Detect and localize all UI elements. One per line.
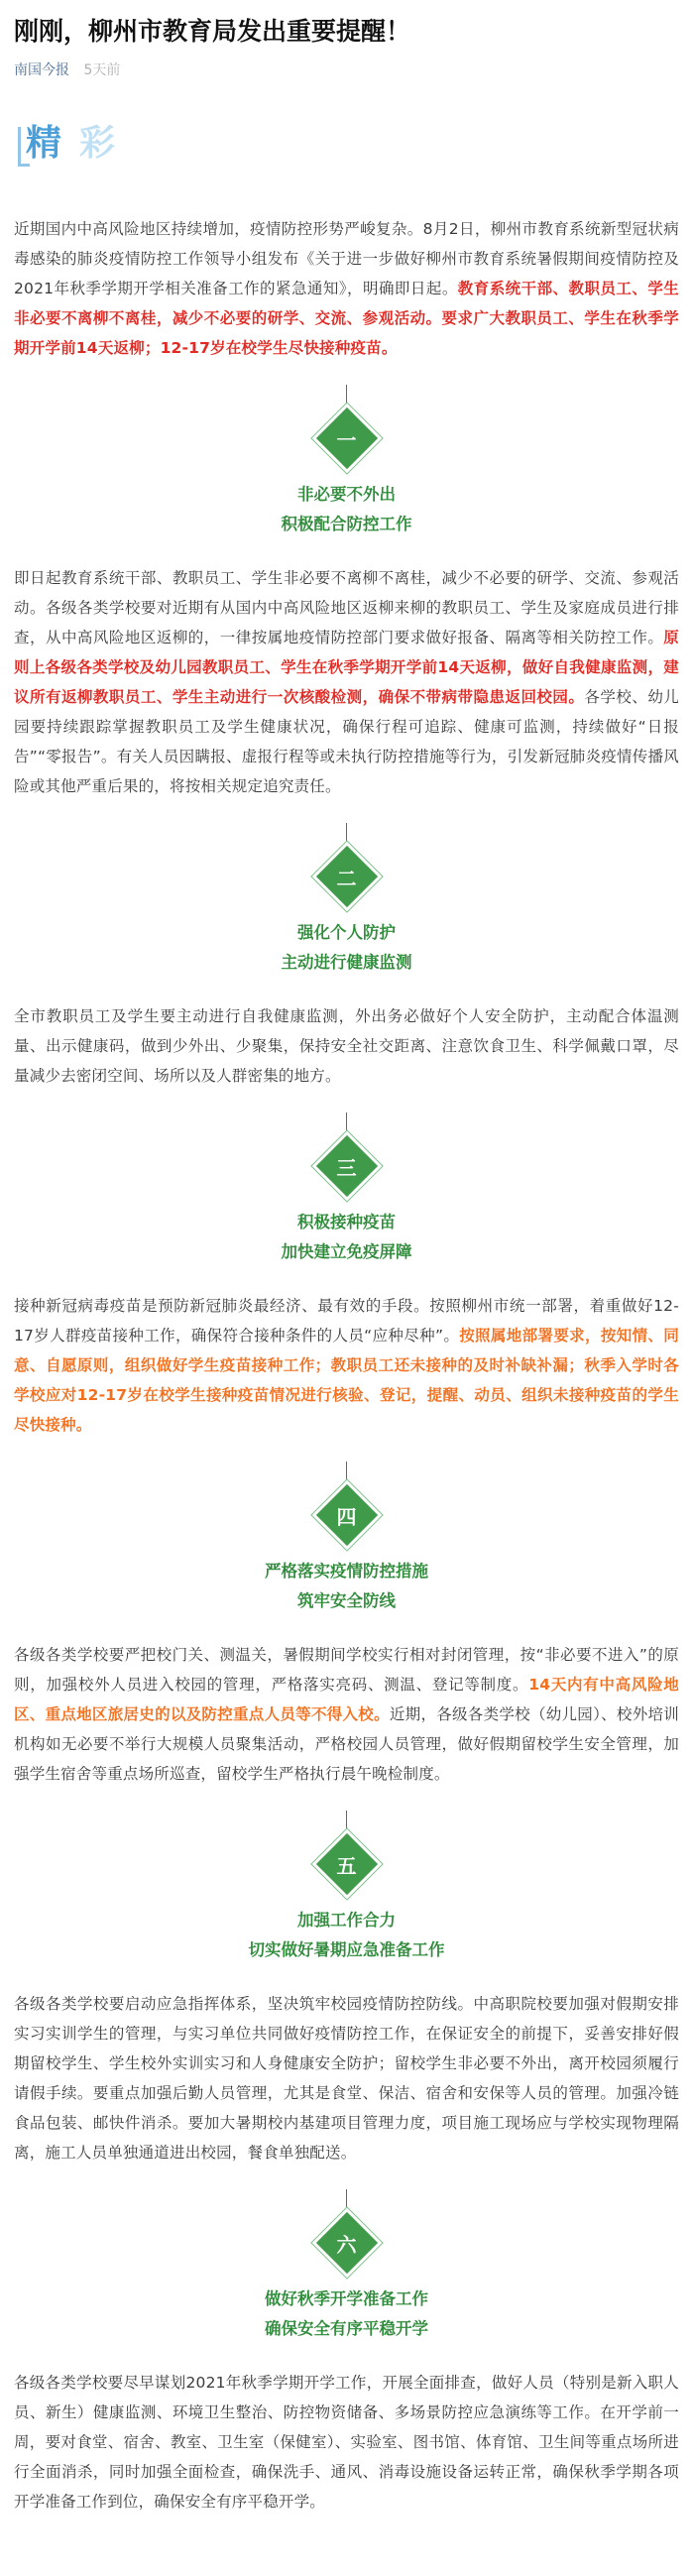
section-number: 二 xyxy=(336,866,357,890)
section-number-badge xyxy=(315,407,379,470)
section-text-after: 各学校、幼儿园要持续跟踪掌握教职员工及学生健康状况，确保行程可追踪、健康可监测，持续做好“日报告”“零报告”。有关人员因瞒报、虚报行程等或未执行防控措施等行为，引发新冠肺炎疫情传播风险或其他严重后果的，将按相关规定追究责任。 xyxy=(14,688,680,795)
section-number-badge xyxy=(315,1134,379,1198)
intro-highlight: 教育系统干部、教职员工、学生非必要不离柳不离桂，减少不必要的研学、交流、参观活动。要求广大教职员工、学生在秋季学期开学前14天返柳；12-17岁在校学生尽快接种疫苗。 xyxy=(14,280,679,357)
section-text: 各级各类学校要尽早谋划2021年秋季学期开学工作，开展全面排查，做好人员（特别是新入职人员、新生）健康监测、环境卫生整治、防控物资储备、多场景防控应急演练等工作。在开学前一周，要对食堂、宿舍、教室、卫生室（保健室）、实验室、图书馆、体育馆、卫生间等重点场所进行全面消杀，同时加强全面检查，确保洗手、通风、消毒设施设备运转正常，确保秋季学期各项开学准备工作到位，确保安全有序平稳开学。 xyxy=(14,2374,679,2511)
divider-line xyxy=(346,2189,347,2211)
section-title-line1: 严格落实疫情防控措施 xyxy=(265,1562,428,1581)
section-highlight: 14天内有中高风险地区、重点地区旅居史的以及防控重点人员等不得入校。 xyxy=(14,1676,679,1723)
article-meta xyxy=(0,50,693,79)
section-number: 四 xyxy=(336,1504,357,1529)
banner-char-jing: 精 xyxy=(26,122,62,164)
banner-char-cai: 彩 xyxy=(79,122,116,164)
intro-paragraph xyxy=(0,214,693,363)
section-highlight: 按照属地部署要求，按知情、同意、自愿原则，组织做好学生疫苗接种工作；教职员工还未接种的及时补缺补漏；秋季入学时各学校应对12-17岁在校学生接种疫苗情况进行核验、登记，提醒、动员、组织未接种疫苗的学生尽快接种。 xyxy=(14,1327,679,1434)
section-highlight: 原则上各级各类学校及幼儿园教职员工、学生在秋季学期开学前14天返柳，做好自我健康监测，建议所有返柳教职员工、学生主动进行一次核酸检测，确保不带病带隐患返回校园。 xyxy=(14,629,679,706)
section xyxy=(0,1112,693,1440)
section-number-badge xyxy=(315,2211,379,2275)
publish-time: 5天前 xyxy=(83,62,121,78)
section-title-line1: 强化个人防护 xyxy=(297,923,396,942)
section-paragraph xyxy=(0,2368,693,2517)
section-title-line1: 积极接种疫苗 xyxy=(297,1213,396,1231)
section-number-badge xyxy=(315,1832,379,1896)
section-number: 三 xyxy=(336,1155,357,1180)
section-heading xyxy=(0,2189,693,2344)
divider-line xyxy=(346,385,347,407)
section-title-line1: 加强工作合力 xyxy=(297,1911,396,1930)
section-paragraph xyxy=(0,1640,693,1789)
section-title-line1: 非必要不外出 xyxy=(297,485,396,504)
section xyxy=(0,385,693,801)
section-title-line2: 主动进行健康监测 xyxy=(281,953,412,972)
sections-container xyxy=(0,385,693,2517)
divider-line xyxy=(346,1112,347,1134)
section xyxy=(0,823,693,1091)
section-number-badge xyxy=(315,845,379,908)
section-number: 五 xyxy=(336,1853,357,1878)
section-text: 各级各类学校要启动应急指挥体系，坚决筑牢校园疫情防控防线。中高职院校要加强对假期安排实习实训学生的管理，与实习单位共同做好疫情防控工作，在保证安全的前提下，妥善安排好假期留校学生、学生校外实训实习和人身健康安全防护；留校学生非必要不外出，离开校园须履行请假手续。要重点加强后勤人员管理，尤其是食堂、保洁、宿舍和安保等人员的管理。加强冷链食品包装、邮快件消杀。要加大暑期校内基建项目管理力度，项目施工现场应与学校实现物理隔离，施工人员单独通道进出校园，餐食单独配送。 xyxy=(14,1995,679,2162)
section-text: 各级各类学校要严把校门关、测温关，暑假期间学校实行相对封闭管理，按“非必要不进入”的原则，加强校外人员进入校园的管理，严格落实亮码、测温、登记等制度。 xyxy=(14,1646,679,1694)
section-title-line2: 加快建立免疫屏障 xyxy=(281,1242,412,1261)
article-title: 刚刚，柳州市教育局发出重要提醒！ xyxy=(14,17,411,46)
section xyxy=(0,1811,693,2167)
source-link[interactable]: 南国今报 xyxy=(14,62,69,78)
section-title-line1: 做好秋季开学准备工作 xyxy=(265,2289,428,2308)
section-paragraph xyxy=(0,1001,693,1091)
section-text: 全市教职员工及学生要主动进行自我健康监测，外出务必做好个人安全防护，主动配合体温测量、出示健康码，做到少外出、少聚集，保持安全社交距离、注意饮食卫生、科学佩戴口罩，尽量减少去密闭空间、场所以及人群密集的地方。 xyxy=(14,1007,679,1085)
section-heading xyxy=(0,1112,693,1267)
section-paragraph xyxy=(0,1291,693,1440)
divider-line xyxy=(346,823,347,845)
section xyxy=(0,1462,693,1789)
section-text: 即日起教育系统干部、教职员工、学生非必要不离柳不离桂，减少不必要的研学、交流、参观活动。各级各类学校要对近期有从国内中高风险地区返柳来柳的教职员工、学生及家庭成员进行排查，从中高风险地区返柳的，一律按属地疫情防控部门要求做好报备、隔离等相关防控工作。 xyxy=(14,569,679,646)
section-heading xyxy=(0,385,693,539)
intro-text: 近期国内中高风险地区持续增加，疫情防控形势严峻复杂。8月2日，柳州市教育系统新型冠状病毒感染的肺炎疫情防控工作领导小组发布《关于进一步做好柳州市教育系统暑假期间疫情防控及2021年秋季学期开学相关准备工作的紧急通知》，明确即日起。 xyxy=(14,220,679,297)
section-title-line2: 确保安全有序平稳开学 xyxy=(265,2319,428,2338)
divider-line xyxy=(346,1462,347,1483)
section-paragraph xyxy=(0,1989,693,2167)
section-title-line2: 切实做好暑期应急准备工作 xyxy=(248,1940,445,1959)
section-number: 六 xyxy=(336,2232,357,2257)
section-heading xyxy=(0,1462,693,1616)
section-heading xyxy=(0,1811,693,1965)
section-text: 接种新冠病毒疫苗是预防新冠肺炎最经济、最有效的手段。按照柳州市统一部署，着重做好12-17岁人群疫苗接种工作，确保符合接种条件的人员“应种尽种”。 xyxy=(14,1297,679,1345)
divider-line xyxy=(346,1811,347,1832)
section-paragraph xyxy=(0,563,693,801)
section-title-line2: 积极配合防控工作 xyxy=(281,515,412,533)
section-heading xyxy=(0,823,693,978)
jingcai-banner xyxy=(14,117,212,173)
section-number-badge xyxy=(315,1483,379,1547)
section xyxy=(0,2189,693,2517)
section-number: 一 xyxy=(336,427,357,452)
section-text-after: 近期，各级各类学校（幼儿园）、校外培训机构如无必要不举行大规模人员聚集活动，严格校园人员管理，做好假期留校学生安全管理，加强学生宿舍等重点场所巡查，留校学生严格执行晨午晚检制度。 xyxy=(14,1705,679,1783)
section-title-line2: 筑牢安全防线 xyxy=(297,1591,396,1610)
